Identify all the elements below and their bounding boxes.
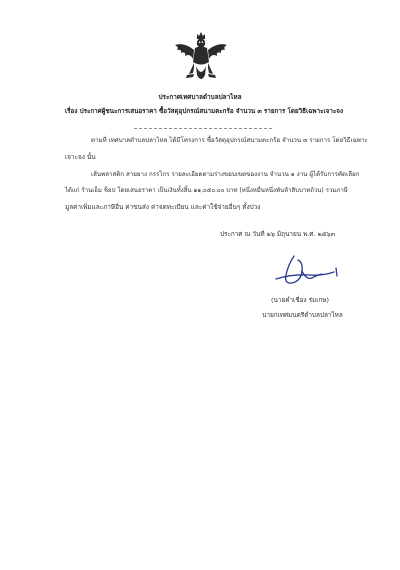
paragraph-2-line-1: เส้นพลาสติก สายยาง กรรไกร รายละเอียดตามร่างขอบเขตของงาน จำนวน ๑ งาน ผู้ได้รับการคัดเลือก <box>91 171 360 178</box>
paragraph-1-line-2: เจาะจง นั้น <box>65 153 96 161</box>
signatory-name: (นายคำเชื่อง ร่มเกษ) <box>271 296 329 304</box>
handwritten-signature <box>272 251 352 295</box>
issuing-office-heading: ประกาศเทศบาลตำบลปลาไหล <box>158 93 242 101</box>
garuda-emblem-icon <box>172 30 230 86</box>
heading-divider <box>134 128 272 129</box>
signatory-title: นายกเทศมนตรีตำบลปลาไหล <box>262 311 343 319</box>
subject-line <box>65 108 343 116</box>
paragraph-1-line-1: ตามที่ เทศบาลตำบลปลาไหล ได้มีโครงการ ซื้อวัสดุอุปกรณ์สนามตะกร้อ จำนวน ๓ รายการ โดยวิธีเฉพาะ <box>91 137 368 144</box>
announcement-date: ประกาศ ณ วันที่ ๒๖ มิถุนายน พ.ศ. ๒๕๖๓ <box>220 230 335 238</box>
paragraph-2-line-2: ได้แก่ ร้านเอ็ม ช็อป โดยเสนอราคา เป็นเงินทั้งสิ้น ๑๑,๐๕๐.๐๐ บาท (หนึ่งหมื่นหนึ่งพันห้าสิบบาทถ้วน) รวมภาษี <box>65 187 348 194</box>
paragraph-2-line-3: มูลค่าเพิ่มและภาษีอื่น ค่าขนส่ง ค่าจดทะเบียน และค่าใช้จ่ายอื่นๆ ทั้งปวง <box>65 203 261 211</box>
subject-prefix: เรื่อง <box>65 108 78 115</box>
subject-text: ประกาศผู้ชนะการเสนอราคา ซื้อวัสดุอุปกรณ์สนามตะกร้อ จำนวน ๓ รายการ โดยวิธีเฉพาะเจาะจง <box>79 108 344 115</box>
